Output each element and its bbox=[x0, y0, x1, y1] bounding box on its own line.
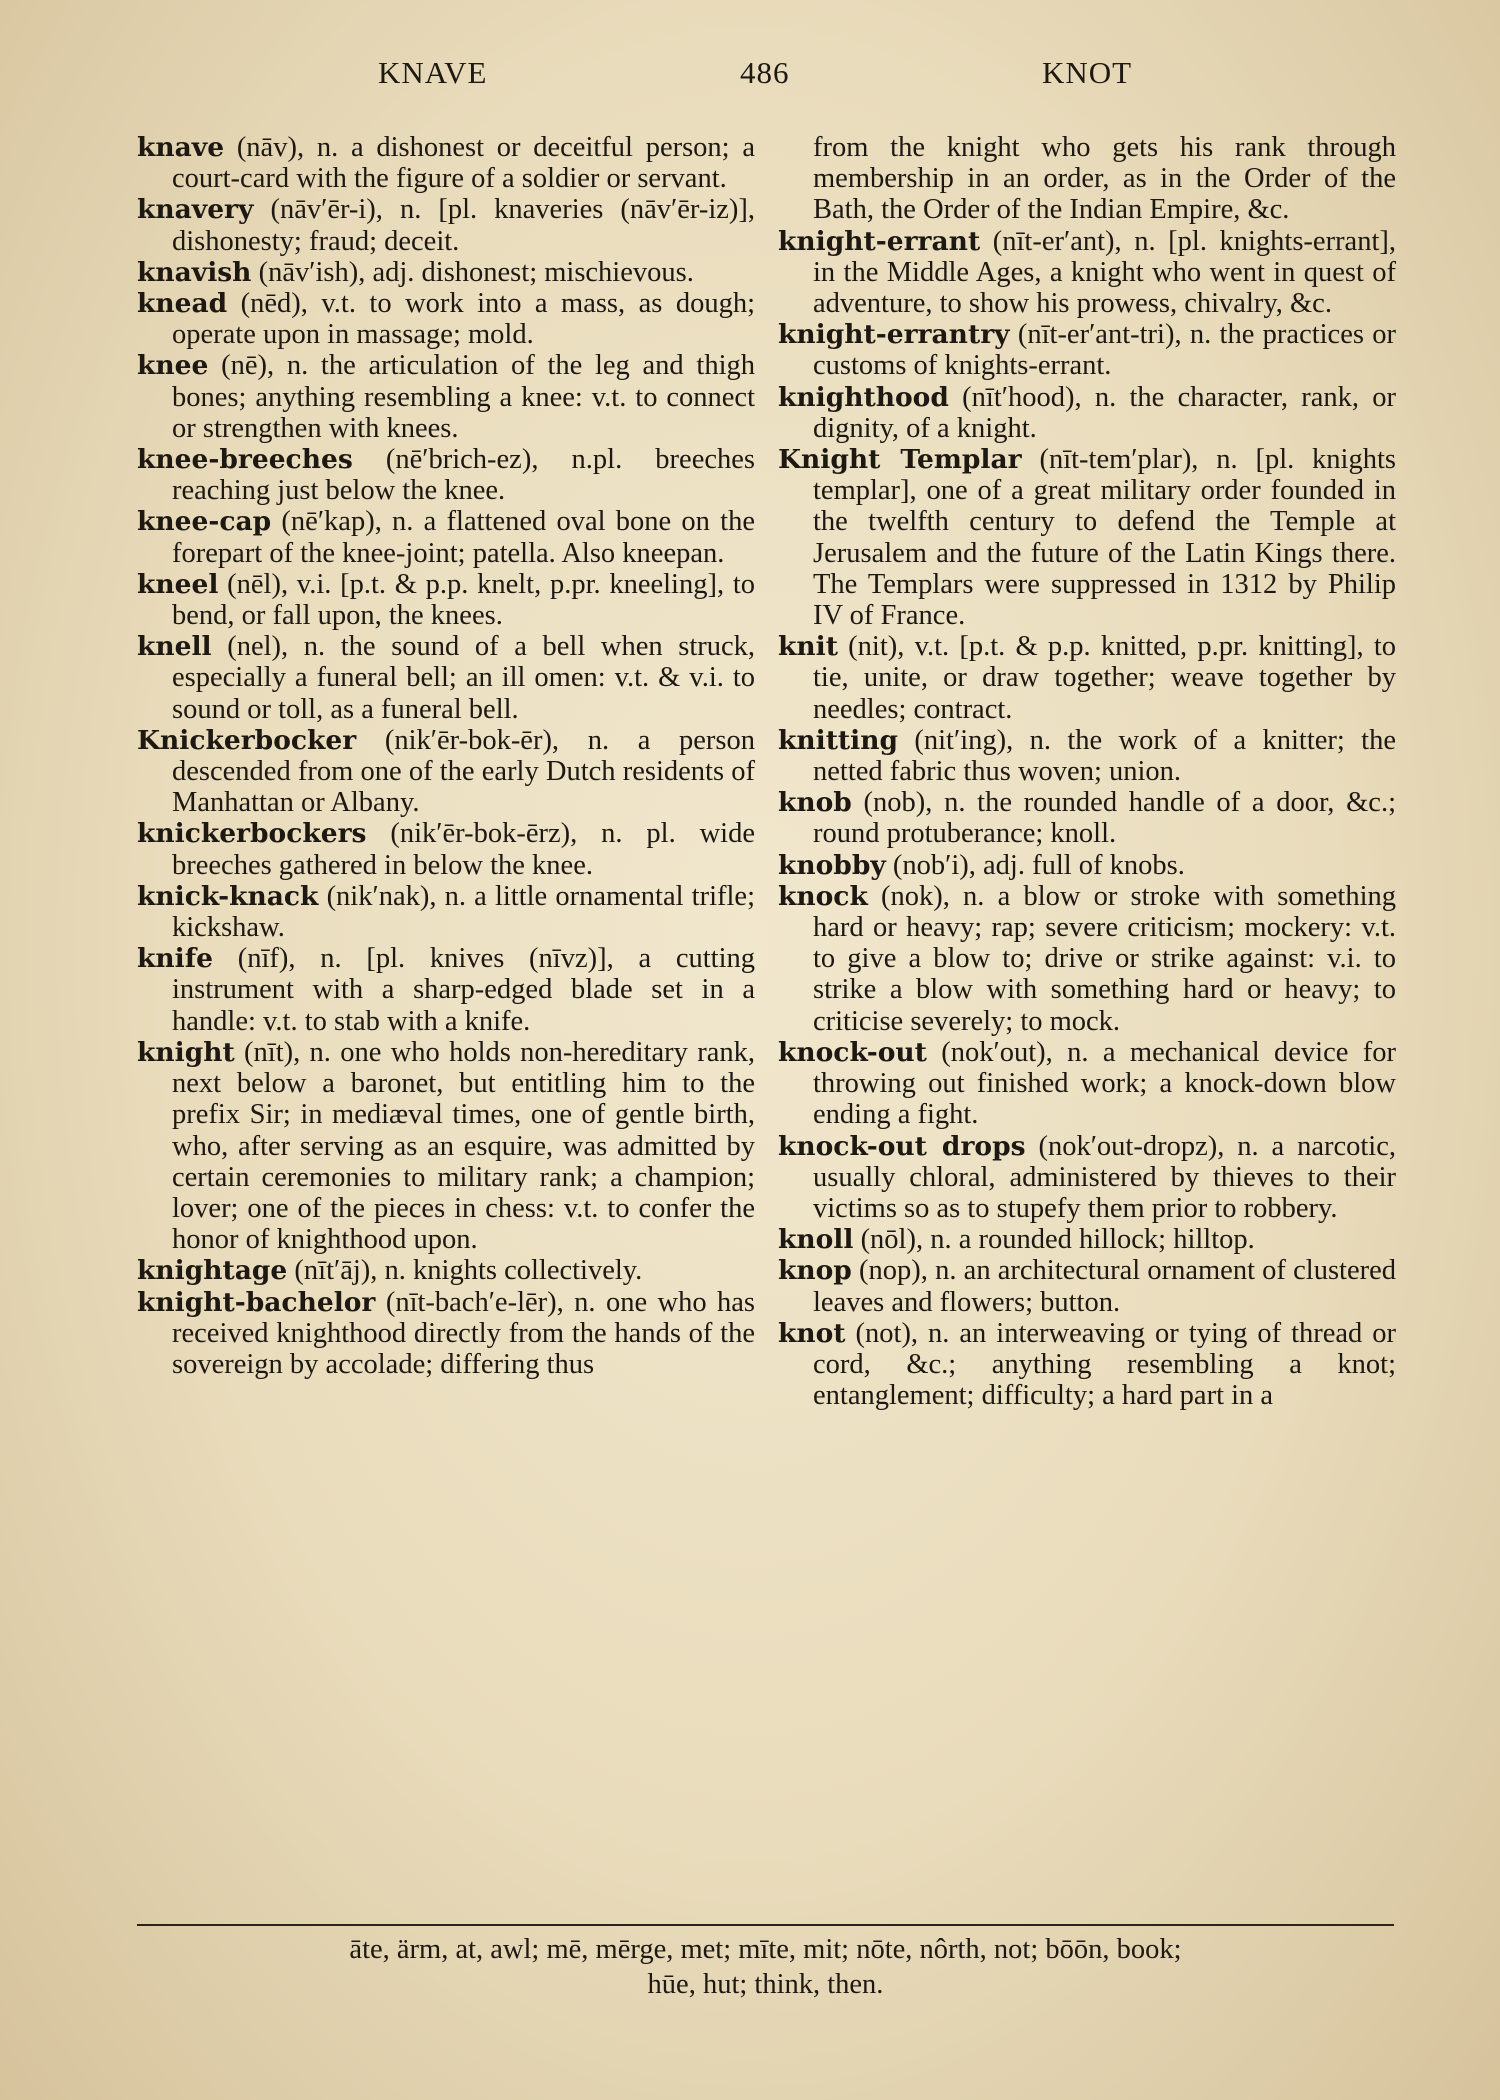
entry-headword: knavery bbox=[137, 194, 254, 226]
entry-headword: knavish bbox=[137, 256, 252, 288]
dictionary-entry bbox=[778, 382, 1396, 444]
pronunciation-key-line-2: hūe, hut; think, then. bbox=[647, 1969, 884, 2000]
entry-headword: knight-bachelor bbox=[137, 1286, 376, 1318]
dictionary-entry bbox=[778, 1255, 1396, 1317]
pronunciation-key bbox=[137, 1932, 1394, 2002]
dictionary-entry bbox=[137, 881, 755, 943]
entry-definition: (nop), n. an architectural ornament of clustered leaves and flowers; button. bbox=[813, 1255, 1396, 1318]
entry-definition: (nīt), n. one who holds non-hereditary rank, next below a baronet, but entitling him to the prefix Sir; in mediæval times, one of gentle birth, who, after serving as an esquire, was admitted by certain ceremonies to military rank; a champion; lover; one of the pieces in chess: v.t. to confer the honor of knighthood upon. bbox=[172, 1036, 755, 1256]
entry-definition: (nēl), v.i. [p.t. & p.p. knelt, p.pr. kneeling], to bend, or fall upon, the knees. bbox=[172, 568, 755, 632]
entry-headword: knop bbox=[778, 1255, 852, 1287]
entry-definition: (nok), n. a blow or stroke with something hard or heavy; rap; severe criticism; mockery: v.t. to give a blow to; drive or strike against: v.i. to strike a blow with something hard or heavy; to criticise severely; to mock. bbox=[813, 880, 1396, 1037]
entry-headword: knickerbockers bbox=[137, 818, 367, 850]
right-column bbox=[778, 132, 1396, 1411]
dictionary-entry bbox=[137, 569, 755, 631]
dictionary-entry bbox=[778, 1131, 1396, 1225]
entry-headword: knight bbox=[137, 1036, 235, 1068]
dictionary-entry bbox=[137, 1255, 755, 1286]
entry-definition: (nīt-bach′e-lēr), n. one who has received knighthood directly from the hands of the sovereign by accolade; differing thus bbox=[172, 1286, 755, 1380]
entry-definition: (nik′ēr-bok-ērz), n. pl. wide breeches gathered in below the knee. bbox=[172, 818, 755, 881]
entry-definition: (nīt′āj), n. knights collectively. bbox=[287, 1255, 643, 1287]
entry-headword: knightage bbox=[137, 1255, 288, 1287]
entry-headword: knighthood bbox=[778, 381, 949, 413]
entry-headword: knee-cap bbox=[137, 506, 272, 538]
dictionary-entry bbox=[778, 1224, 1396, 1255]
entry-headword: knoll bbox=[778, 1224, 854, 1256]
dictionary-entry bbox=[137, 444, 755, 506]
entry-definition: (nē), n. the articulation of the leg and thigh bones; anything resembling a knee: v.t. to connect or strengthen with knees. bbox=[172, 350, 755, 444]
entry-headword: knight-errant bbox=[778, 225, 981, 257]
entry-headword: kneel bbox=[137, 568, 219, 600]
entry-definition: (nob′i), adj. full of knobs. bbox=[885, 849, 1185, 881]
entry-definition: (nōl), n. a rounded hillock; hilltop. bbox=[853, 1224, 1255, 1256]
dictionary-entry bbox=[137, 818, 755, 880]
dictionary-entry bbox=[137, 725, 755, 819]
entry-headword: knob bbox=[778, 787, 852, 819]
dictionary-entry bbox=[778, 881, 1396, 1037]
dictionary-entry bbox=[137, 943, 755, 1037]
entry-definition: (nob), n. the rounded handle of a door, &c.; round protuberance; knoll. bbox=[813, 787, 1396, 850]
entry-headword: knock bbox=[778, 880, 868, 912]
entry-headword: knave bbox=[137, 132, 225, 163]
entry-headword: knead bbox=[137, 288, 228, 320]
dictionary-entry bbox=[778, 1318, 1396, 1412]
entry-headword: knife bbox=[137, 943, 213, 975]
footer-rule bbox=[137, 1924, 1394, 1926]
entry-headword: knee bbox=[137, 350, 209, 382]
dictionary-entry bbox=[778, 850, 1396, 881]
dictionary-entry bbox=[778, 631, 1396, 725]
dictionary-entry bbox=[778, 226, 1396, 320]
entry-definition: (nik′nak), n. a little ornamental trifle; kickshaw. bbox=[172, 880, 755, 944]
page-number: 486 bbox=[740, 55, 790, 90]
entry-headword: Knight Templar bbox=[778, 444, 1022, 476]
entry-headword: knobby bbox=[778, 849, 886, 881]
entry-headword: knock-out drops bbox=[778, 1130, 1026, 1162]
dictionary-entry bbox=[137, 288, 755, 350]
dictionary-entry bbox=[778, 132, 1396, 226]
dictionary-entry bbox=[778, 319, 1396, 381]
entry-definition: (nīf), n. [pl. knives (nīvz)], a cutting instrument with a sharp-edged blade set in a handle: v.t. to stab with a knife. bbox=[172, 943, 755, 1037]
entry-headword: knell bbox=[137, 631, 212, 663]
entry-definition: (nīt-er′ant-tri), n. the practices or customs of knights-errant. bbox=[813, 319, 1396, 382]
entry-headword: knitting bbox=[778, 724, 899, 756]
guide-word-right: KNOT bbox=[1042, 55, 1133, 90]
dictionary-entry bbox=[778, 444, 1396, 631]
entry-definition: (nīt-er′ant), n. [pl. knights-errant], in the Middle Ages, a knight who went in quest of adventure, to show his prowess, chivalry, &c. bbox=[813, 225, 1396, 320]
entry-headword: Knickerbocker bbox=[137, 724, 357, 756]
entry-definition: (nit′ing), n. the work of a knitter; the netted fabric thus woven; union. bbox=[813, 724, 1396, 788]
dictionary-entry bbox=[137, 257, 755, 288]
left-column bbox=[137, 132, 755, 1380]
guide-word-left: KNAVE bbox=[378, 55, 488, 90]
dictionary-entry bbox=[137, 1287, 755, 1381]
entry-definition: (nik′ēr-bok-ēr), n. a person descended from one of the early Dutch residents of Manhattan or Albany. bbox=[172, 724, 755, 819]
entry-headword: knit bbox=[778, 631, 838, 663]
entry-headword: knee-breeches bbox=[137, 444, 353, 476]
entry-definition: (nok′out-dropz), n. a narcotic, usually chloral, administered by thieves to their victims so as to stupefy them prior to robbery. bbox=[813, 1130, 1397, 1224]
dictionary-entry bbox=[137, 1037, 755, 1255]
entry-headword: knick-knack bbox=[137, 880, 319, 912]
entry-definition: (nē′brich-ez), n.pl. breeches reaching just below the knee. bbox=[172, 444, 755, 507]
entry-definition: (nāv′ēr-i), n. [pl. knaveries (nāv′ēr-iz)], dishonesty; fraud; deceit. bbox=[172, 194, 755, 257]
dictionary-entry bbox=[137, 194, 755, 256]
dictionary-entry bbox=[137, 350, 755, 444]
pronunciation-key-line-1: āte, ärm, at, awl; mē, mērge, met; mīte, mit; nōte, nôrth, not; bōōn, book; bbox=[349, 1934, 1182, 1965]
entry-definition: (nit), v.t. [p.t. & p.p. knitted, p.pr. knitting], to tie, unite, or draw together; weave together by needles; contract. bbox=[813, 631, 1396, 725]
entry-headword: knock-out bbox=[778, 1036, 927, 1068]
dictionary-entry bbox=[778, 787, 1396, 849]
dictionary-entry bbox=[778, 725, 1396, 787]
entry-definition: (nīt-tem′plar), n. [pl. knights templar], one of a great military order founded in the twelfth century to defend the Temple at Jerusalem and the future of the Latin Kings there. The Templars were suppressed in 1312 by Philip IV of France. bbox=[813, 444, 1396, 632]
entry-definition: (nāv), n. a dishonest or deceitful person; a court-card with the figure of a soldier or servant. bbox=[172, 132, 755, 195]
entry-definition: (not), n. an interweaving or tying of thread or cord, &c.; anything resembling a knot; entanglement; difficulty; a hard part in a bbox=[813, 1317, 1396, 1412]
entry-headword: knight-errantry bbox=[778, 319, 1010, 351]
dictionary-entry bbox=[137, 506, 755, 568]
entry-definition: (nok′out), n. a mechanical device for throwing out finished work; a knock-down blow ending a fight. bbox=[813, 1036, 1396, 1131]
entry-definition: from the knight who gets his rank through membership in an order, as in the Order of the Bath, the Order of the Indian Empire, &c. bbox=[813, 132, 1396, 226]
running-head bbox=[0, 55, 1500, 99]
entry-definition: (nel), n. the sound of a bell when struck, especially a funeral bell; an ill omen: v.t. & v.i. to sound or toll, as a funeral bell. bbox=[172, 631, 755, 725]
entry-headword: knot bbox=[778, 1317, 846, 1349]
entry-definition: (nēd), v.t. to work into a mass, as dough; operate upon in massage; mold. bbox=[172, 288, 755, 351]
dictionary-entry bbox=[778, 1037, 1396, 1131]
dictionary-entry bbox=[137, 132, 755, 194]
entry-definition: (nāv′ish), adj. dishonest; mischievous. bbox=[251, 256, 694, 288]
dictionary-entry bbox=[137, 631, 755, 725]
entry-definition: (nē′kap), n. a flattened oval bone on the forepart of the knee-joint; patella. Also kneepan. bbox=[172, 506, 755, 569]
entry-definition: (nīt′hood), n. the character, rank, or dignity, of a knight. bbox=[813, 381, 1396, 444]
